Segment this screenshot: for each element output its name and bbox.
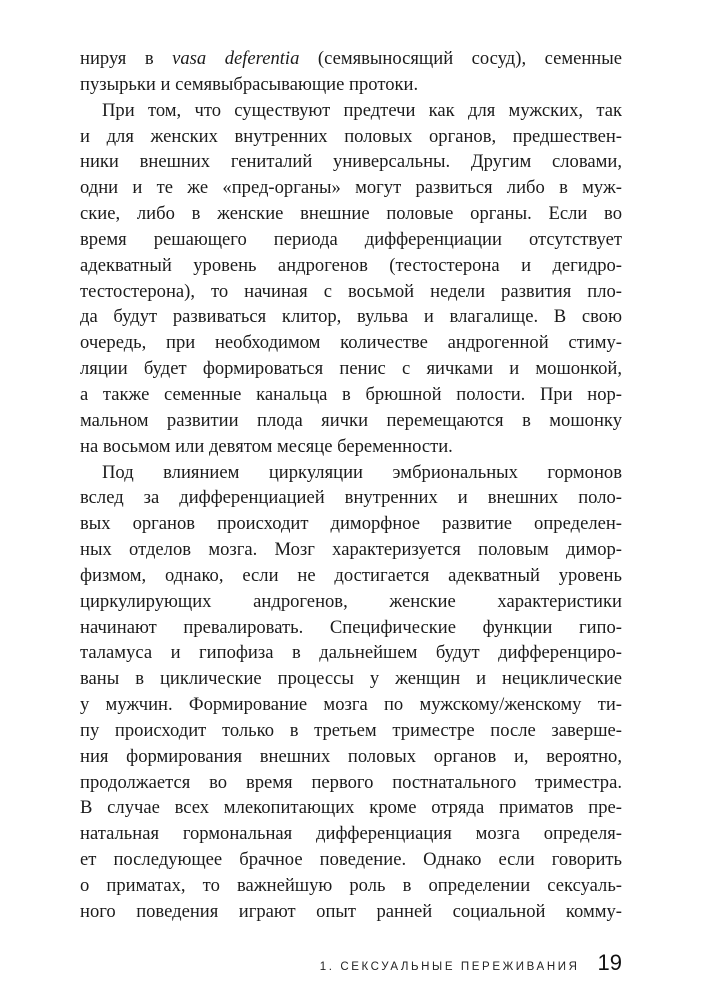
text-line: ных отделов мозга. Мозг характеризуется половым димор- (80, 539, 622, 561)
page-number: 19 (597, 950, 622, 975)
text-line: ного поведения играют опыт ранней социальной комму- (80, 900, 622, 922)
text-line: В случае всех млекопитающих кроме отряда приматов пре- (80, 797, 622, 819)
page-footer (80, 950, 622, 980)
text-line: При том, что существуют предтечи как для мужских, так (102, 99, 622, 121)
text-line: очередь, при необходимом количестве андрогенной стиму- (80, 332, 622, 354)
text-line: вых органов происходит диморфное развитие определен- (80, 513, 622, 535)
text-line: одни и те же «пред-органы» могут развиться либо в муж- (80, 177, 622, 199)
text-segment: нируя в (80, 48, 173, 69)
text-line: ния формирования внешних половых органов и, вероятно, (80, 745, 622, 767)
text-line: ляции будет формироваться пенис с яичками и мошонкой, (80, 358, 622, 380)
text-line: физмом, однако, если не достигается адекватный уровень (80, 564, 622, 586)
text-line: мальном развитии плода яички перемещаются в мошонку (80, 409, 622, 431)
text-line: Под влиянием циркуляции эмбриональных гормонов (102, 461, 622, 483)
text-line: натальная гормональная дифференциация мозга определя- (80, 823, 622, 845)
italic-term: vasa deferentia (172, 48, 300, 69)
text-line: и для женских внутренних половых органов, предшествен- (80, 125, 622, 147)
running-head: 1. СЕКСУАЛЬНЫЕ ПЕРЕЖИВАНИЯ (319, 961, 580, 973)
text-line: на восьмом или девятом месяце беременности. (80, 435, 453, 457)
text-line: ники внешних гениталий универсальны. Другим словами, (80, 151, 622, 173)
text-line: пу происходит только в третьем триместре после заверше- (80, 719, 622, 741)
text-line: ет последующее брачное поведение. Однако если говорить (80, 849, 622, 871)
text-line: начинают превалировать. Специфические функции гипо- (80, 616, 622, 638)
text-line: циркулирующих андрогенов, женские характеристики (80, 590, 622, 612)
body-text (80, 46, 622, 925)
text-line: время решающего периода дифференциации отсутствует (80, 228, 622, 250)
text-line: продолжается во время первого постнатального триместра. (80, 771, 622, 793)
text-line: тестостерона), то начиная с восьмой недели развития пло- (80, 280, 622, 302)
text-line: пузырьки и семявыбрасывающие протоки. (80, 73, 419, 95)
text-line (80, 46, 622, 72)
text-line: ваны в циклические процессы у женщин и нециклические (80, 668, 622, 690)
text-segment: (семявыносящий сосуд), семенные (299, 48, 622, 69)
text-line: адекватный уровень андрогенов (тестостерона и дегидро- (80, 254, 622, 276)
text-line: ские, либо в женские внешние половые органы. Если во (80, 203, 622, 225)
text-line: таламуса и гипофиза в дальнейшем будут дифференциро- (80, 642, 622, 664)
text-line: да будут развиваться клитор, вульва и влагалище. В свою (80, 306, 622, 328)
text-line: о приматах, то важнейшую роль в определении сексуаль- (80, 875, 622, 896)
text-line: вслед за дифференциацией внутренних и внешних поло- (80, 487, 622, 509)
text-line: а также семенные канальца в брюшной полости. При нор- (80, 383, 622, 405)
text-line: у мужчин. Формирование мозга по мужскому/женскому ти- (80, 694, 622, 716)
